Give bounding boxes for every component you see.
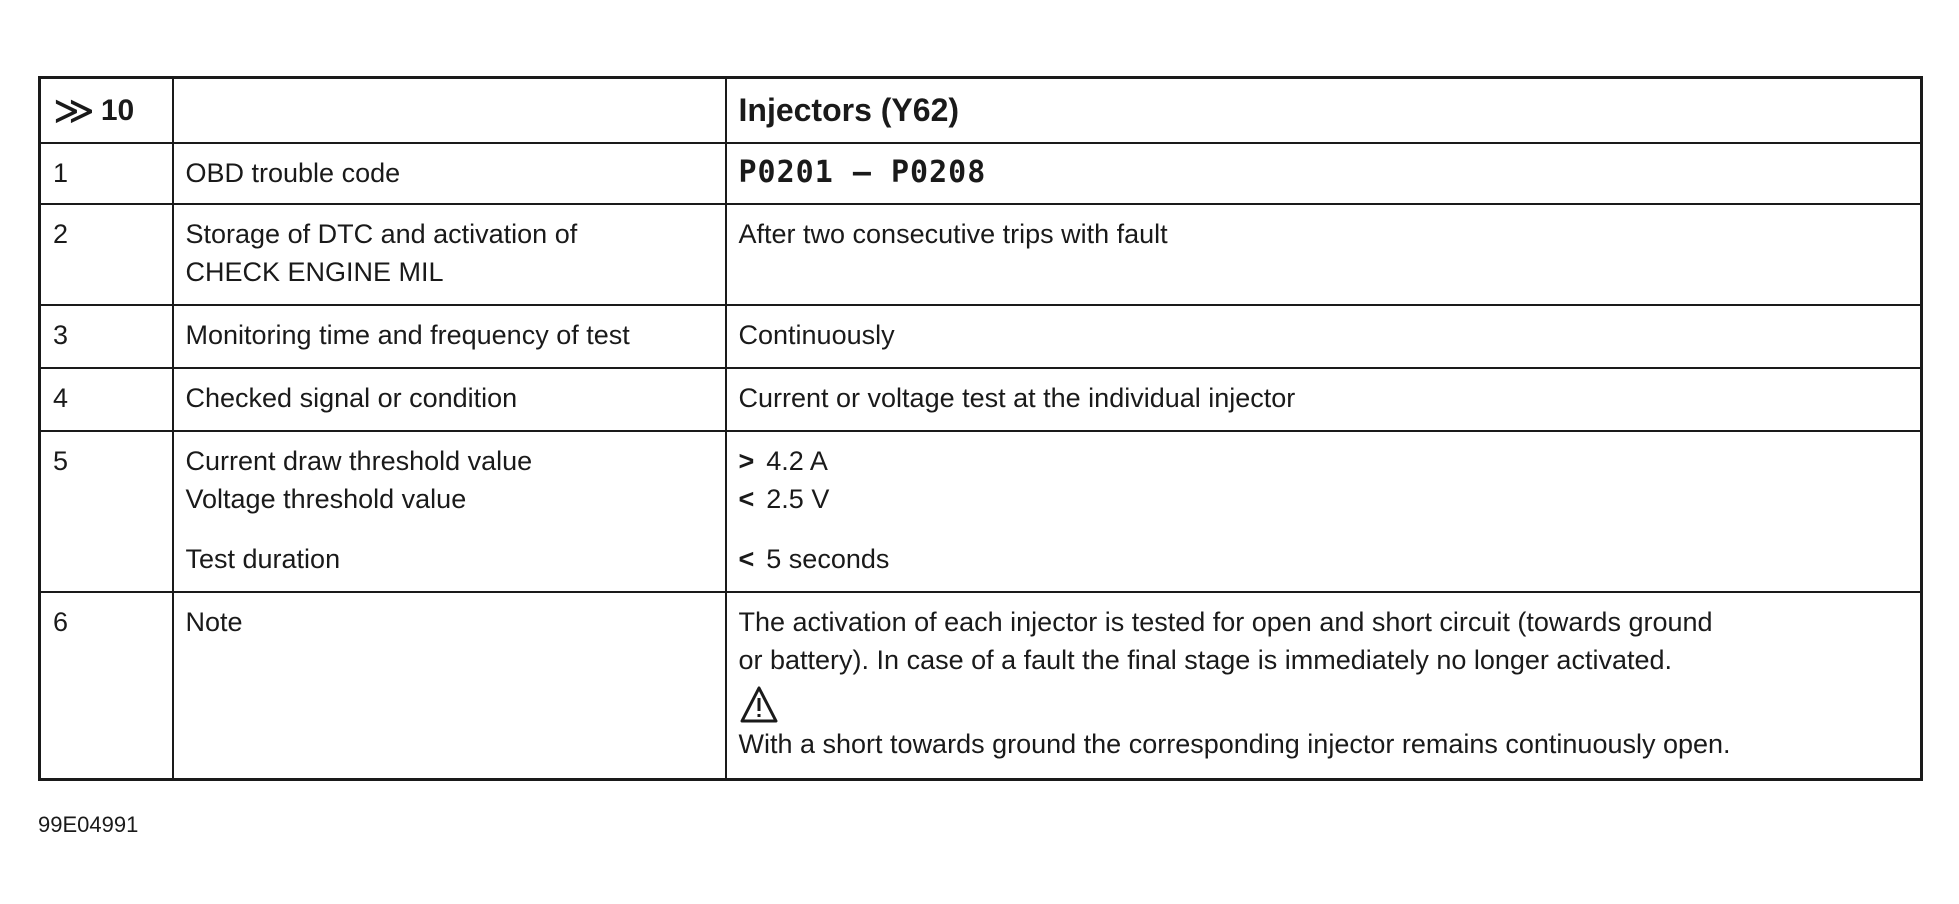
row-value xyxy=(726,431,1922,592)
row-label-line: CHECK ENGINE MIL xyxy=(185,256,444,287)
row-value: After two consecutive trips with fault xyxy=(726,204,1922,305)
row-label: OBD trouble code xyxy=(173,143,726,204)
comparison-symbol: < xyxy=(738,483,755,514)
row-label-line: Storage of DTC and activation of xyxy=(185,218,578,249)
row-number: 4 xyxy=(40,368,173,431)
row-value: Continuously xyxy=(726,305,1922,368)
threshold-text: 5 seconds xyxy=(766,543,890,574)
table-row xyxy=(40,431,1922,592)
row-label-line: Voltage threshold value xyxy=(185,483,467,514)
header-empty-cell xyxy=(173,78,726,143)
warning-text: With a short towards ground the corresponding injector remains continuously open. xyxy=(738,728,1731,759)
page-title: Injectors (Y62) xyxy=(738,92,960,129)
threshold-value xyxy=(739,480,1909,518)
table-row xyxy=(40,592,1922,780)
row-label xyxy=(173,431,726,592)
table-header-row xyxy=(40,78,1922,143)
row-number: 2 xyxy=(40,204,173,305)
row-number: 1 xyxy=(40,143,173,204)
row-number: 6 xyxy=(40,592,173,780)
table-row xyxy=(40,143,1922,204)
comparison-symbol: < xyxy=(738,543,755,574)
row-value: Current or voltage test at the individual injector xyxy=(726,368,1922,431)
double-arrow-icon: ≫ xyxy=(53,89,95,134)
row-value xyxy=(726,143,1922,204)
row-label xyxy=(173,204,726,305)
document-reference: 99E04991 xyxy=(38,812,139,837)
note-line: or battery). In case of a fault the final stage is immediately no longer activated. xyxy=(738,644,1672,675)
obd-code-value: P0201 – P0208 xyxy=(738,154,987,190)
table-row xyxy=(40,368,1922,431)
threshold-value xyxy=(739,540,1909,578)
threshold-value xyxy=(739,442,1909,480)
row-number: 5 xyxy=(40,431,173,592)
row-label-line: Current draw threshold value xyxy=(185,445,533,476)
note-line: The activation of each injector is tested for open and short circuit (towards ground xyxy=(738,606,1713,637)
row-number: 3 xyxy=(40,305,173,368)
threshold-text: 4.2 A xyxy=(766,445,828,476)
header-number-cell xyxy=(40,78,173,143)
diagnostic-table xyxy=(38,76,1923,781)
table-row xyxy=(40,204,1922,305)
header-title-cell xyxy=(726,78,1922,143)
section-number: 10 xyxy=(100,94,135,128)
threshold-text: 2.5 V xyxy=(766,483,830,514)
row-value xyxy=(726,592,1922,780)
comparison-symbol: > xyxy=(738,445,755,476)
row-label: Monitoring time and frequency of test xyxy=(173,305,726,368)
row-label-line: Test duration xyxy=(185,543,341,574)
warning-triangle-icon xyxy=(739,685,779,725)
table-row xyxy=(40,305,1922,368)
row-label: Note xyxy=(173,592,726,780)
row-label: Checked signal or condition xyxy=(173,368,726,431)
